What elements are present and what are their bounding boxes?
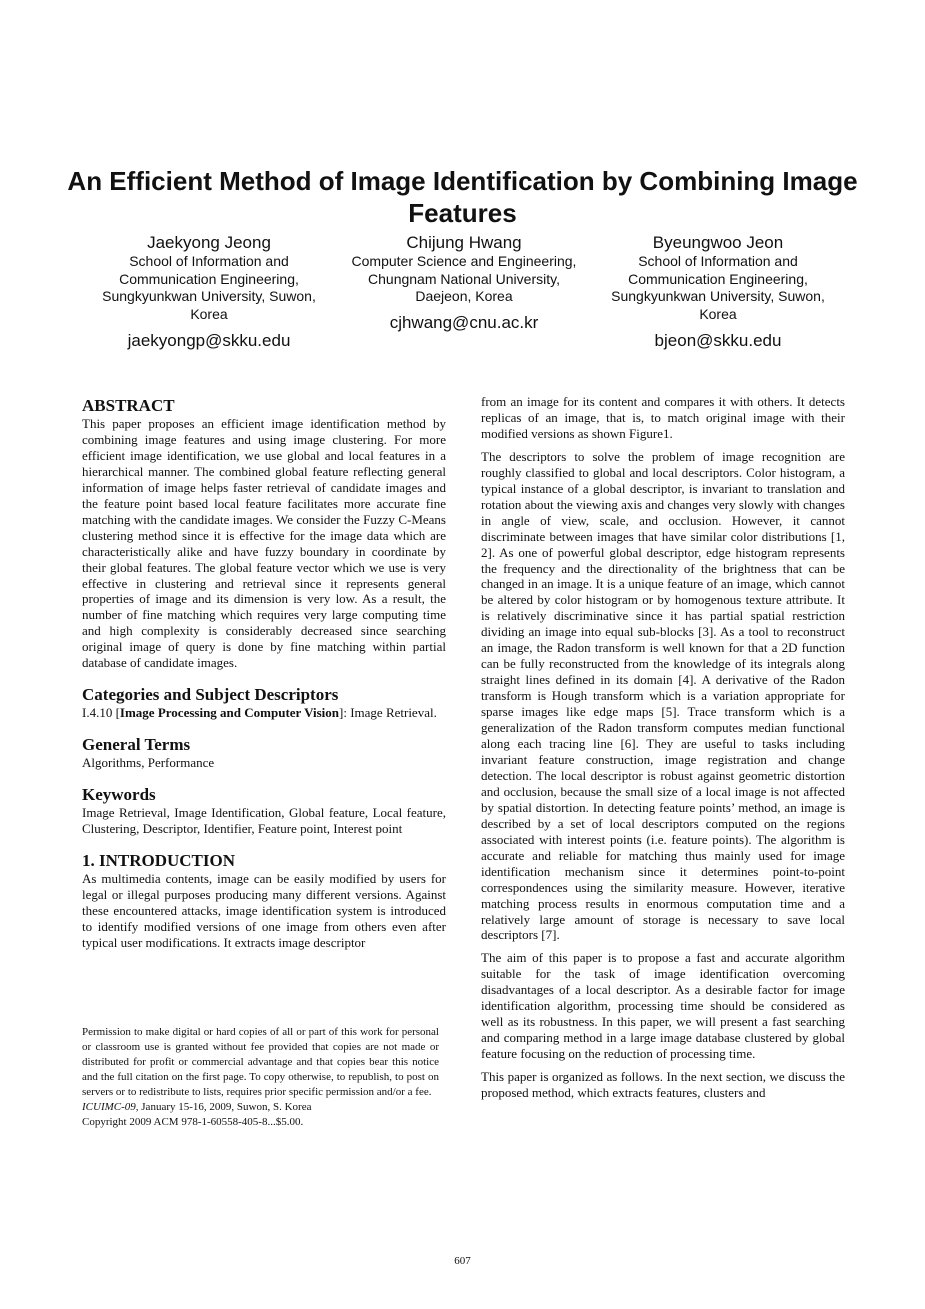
right-column xyxy=(481,394,845,1108)
author-email: jaekyongp@skku.edu xyxy=(127,331,291,350)
body-paragraph: from an image for its content and compares it with others. It detects replicas of an image, that is, to match original image with their modified versions as shown Figure1. xyxy=(481,394,845,441)
paper-title: An Efficient Method of Image Identification by Combining Image Features xyxy=(67,166,858,228)
abstract-heading: ABSTRACT xyxy=(82,396,175,415)
categories-section xyxy=(82,685,446,721)
conference-details: January 15-16, 2009, Suwon, S. Korea xyxy=(138,1101,312,1113)
introduction-text: As multimedia contents, image can be easily modified by users for legal or illegal purposes producing many different versions. Against these encountered attacks, image identification system is introduced to identify modified versions of one image from others even after typical user modifications. It extracts image descriptor xyxy=(82,871,446,950)
page-number: 607 xyxy=(454,1255,471,1267)
author-name: Byeungwoo Jeon xyxy=(652,233,784,252)
conference-line xyxy=(82,1100,439,1115)
category-code: I.4.10 [ xyxy=(82,705,120,721)
permission-text: Permission to make digital or hard copies of all or part of this work for personal or classroom use is granted without fee provided that copies are not made or distributed for profit or commercial advantage and that copies bear this notice and the full citation on the first page. To copy otherwise, to republish, to post on servers or to redistribute to lists, requires prior specific permission and/or a fee. xyxy=(82,1026,439,1098)
general-terms-text: Algorithms, Performance xyxy=(82,755,215,771)
introduction-heading: 1. INTRODUCTION xyxy=(82,851,236,871)
author-affiliation: School of Information and Communication Engineering, Sungkyunkwan University, Suwon, Korea xyxy=(611,253,825,322)
categories-heading: Categories and Subject Descriptors xyxy=(82,685,339,705)
author-email: bjeon@skku.edu xyxy=(654,331,782,350)
category-name: Image Processing and Computer Vision xyxy=(119,705,340,721)
left-column xyxy=(82,396,446,965)
author-name: Jaekyong Jeong xyxy=(147,233,271,252)
copyright-line: Copyright 2009 ACM 978-1-60558-405-8...$5.00. xyxy=(82,1116,304,1128)
keywords-heading: Keywords xyxy=(82,785,156,805)
keywords-section xyxy=(82,785,446,837)
categories-text xyxy=(82,705,446,721)
conference-name: ICUIMC-09, xyxy=(82,1101,139,1113)
author-1 xyxy=(94,233,324,351)
body-paragraph: The descriptors to solve the problem of image recognition are roughly classified to global and local descriptors. Color histogram, a typical instance of a global descriptor, is invariant to translation and rotation about the viewing axis and changes very slowly with changes in angle of view, scale, and occlusion. However, it cannot discriminate between images that have similar color distributions [1, 2]. As one of powerful global descriptor, edge histogram represents the frequency and the directionality of the brightness that can be changed in an image. It is a unique feature of an image, which cannot be altered by color histogram or by homogenous texture attribute. It is relatively discriminative since it has partial spatial restriction dividing an image into equal sub-blocks [3]. As a tool to reconstruct an image, the Radon transform is well known for that a 2D function can be fully reconstructed from the knowledge of its integrals along straight lines defined in its domain [4]. A derivative of the Radon transform is Hough transform which is a variation appropriate for sparse images like edge maps [5]. Trace transform which is a generalization of the Radon transform computes median functional along each tracing line [6]. They are useful to tasks including invariant feature construction, image registration and change detection. The local descriptor is robust against geometric distortion and occlusion, because the small size of a local image is not affected by spatial distortion. In detecting feature points’ method, an image is described by a set of local descriptors computed on the regions associated with interest points (i.e. feature points). The algorithm is accurate and reliable for matching thus mainly used for image identification mechanism since it determines point-to-point correspondences using the similarity measure. However, iterative matching process results in enormous computation time and a relatively large amount of storage is necessary to save local descriptors [7]. xyxy=(481,448,845,943)
author-2 xyxy=(340,233,588,333)
general-terms-section xyxy=(82,735,446,771)
author-email: cjhwang@cnu.ac.kr xyxy=(389,312,539,332)
body-paragraph: This paper is organized as follows. In the next section, we discuss the proposed method, which extracts features, clusters and xyxy=(481,1069,845,1101)
keywords-text: Image Retrieval, Image Identification, Global feature, Local feature, Clustering, Descriptor, Identifier, Feature point, Interest point xyxy=(82,805,446,837)
introduction-section xyxy=(82,851,446,951)
author-3 xyxy=(602,233,834,351)
body-paragraph: The aim of this paper is to propose a fast and accurate algorithm suitable for the task of image identification overcoming disadvantages of a local descriptor. As a desirable factor for image identification algorithm, processing time should be considered as well as its robustness. In this paper, we will present a fast searching and comparing method in a large image database clustered by global feature focusing on the reduction of processing time. xyxy=(481,950,845,1062)
abstract-text: This paper proposes an efficient image identification method by combining image features and using image clustering. For more efficient image identification, we use global and local features in a hierarchical manner. The combined global feature reflecting general information of image helps faster retrieval of candidate images and the feature point based local feature facilitates more accurate fine matching with the candidate images. We consider the Fuzzy C-Means clustering method since it is effective for the image data which are characteristically alike and have fuzzy boundary in coordinate by their global features. The global feature vector which we use is very effective in clustering and retrieval since it represents general properties of image and its dimension is very low. As a result, the number of fine matching which requires very large computing time and high complexity is considerably decreased since searching original image of query is done by fine matching within partial database of candidate images. xyxy=(82,416,446,671)
author-affiliation: School of Information and Communication Engineering, Sungkyunkwan University, Suwon, Korea xyxy=(102,253,316,322)
abstract-section xyxy=(82,396,446,671)
author-name: Chijung Hwang xyxy=(406,233,522,252)
permission-notice xyxy=(82,1025,439,1130)
general-terms-heading: General Terms xyxy=(82,735,191,755)
author-affiliation: Computer Science and Engineering, Chungnam National University, Daejeon, Korea xyxy=(351,253,577,304)
category-rest: ]: Image Retrieval. xyxy=(339,705,437,721)
